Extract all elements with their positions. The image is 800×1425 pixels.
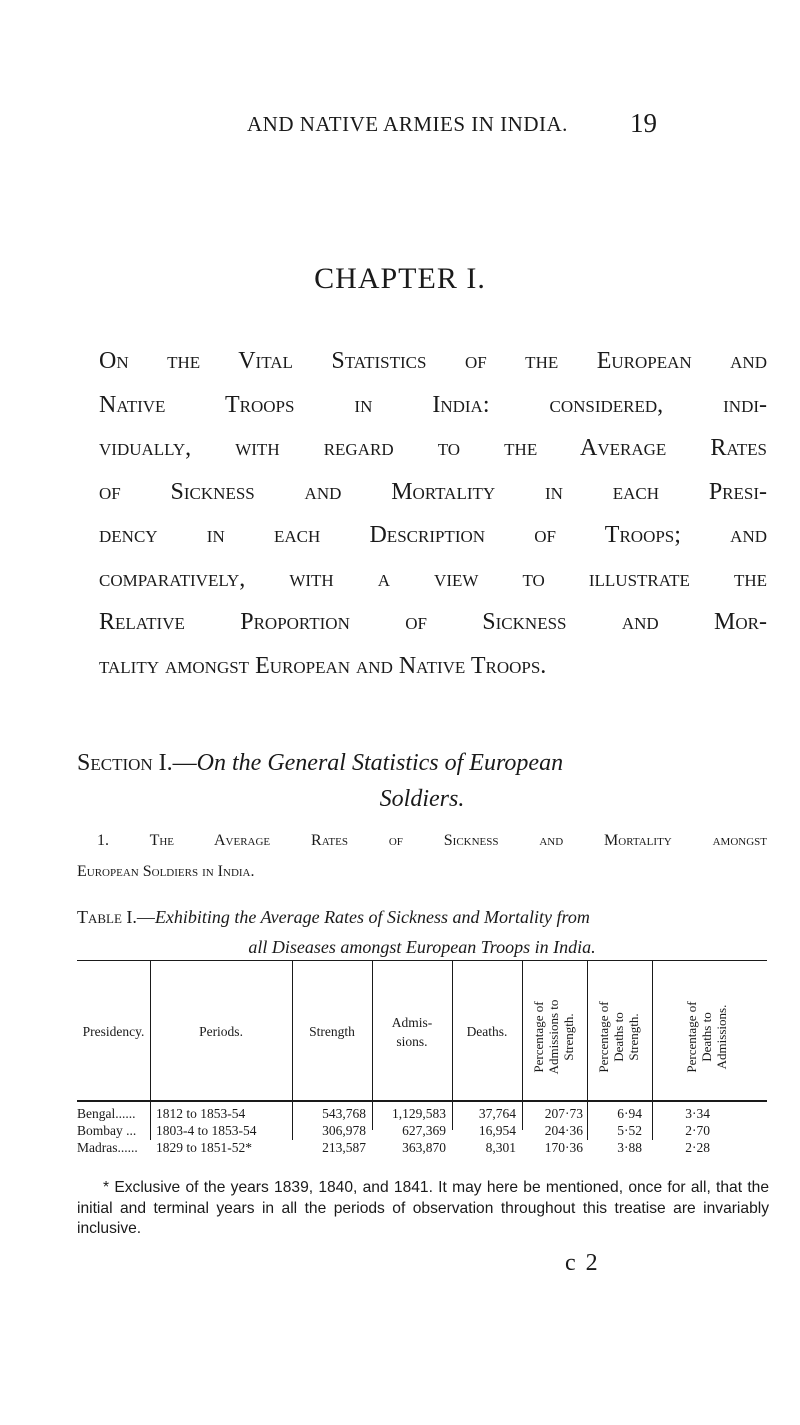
header-pct-deaths-strength	[596, 989, 644, 1085]
statistics-table	[0, 960, 800, 1160]
cell-periods: 1812 to 1853-54	[156, 1106, 246, 1121]
header-text: Admissions to	[546, 999, 561, 1075]
chapter-title-line: Native Troops in India: considered, indi-	[99, 391, 767, 418]
section-title-line2: Soldiers.	[379, 786, 465, 812]
header-text: Strength.	[626, 1013, 641, 1061]
cell-pct-deaths-admissions: 2·70	[685, 1123, 710, 1138]
section-heading	[77, 745, 767, 817]
chapter-title-line: comparatively, with a view to illustrate the	[99, 565, 767, 592]
header-text: Deaths to	[611, 1012, 626, 1062]
chapter-title-line: tality amongst European and Native Troops.	[99, 652, 547, 679]
table-caption	[77, 902, 777, 962]
header-pct-deaths-admissions	[684, 989, 732, 1085]
header-deaths: Deaths.	[466, 1024, 508, 1039]
table-caption-line1: Exhibiting the Average Rates of Sickness and Mortality from	[154, 907, 590, 927]
cell-deaths: 8,301	[485, 1140, 516, 1155]
cell-periods: 1803-4 to 1853-54	[156, 1123, 257, 1138]
header-periods: Periods.	[199, 1024, 243, 1039]
table-label: Table I.—	[77, 907, 155, 927]
cell-pct-deaths-admissions: 2·28	[685, 1140, 710, 1155]
subsection-line1: 1. The Average Rates of Sickness and Mortality amongst	[97, 832, 767, 849]
cell-admissions: 1,129,583	[392, 1106, 446, 1121]
column-rule	[150, 960, 151, 1140]
cell-presidency: Madras......	[77, 1140, 138, 1155]
cell-pct-admissions: 204·36	[544, 1123, 583, 1138]
header-text: Percentage of	[684, 1001, 699, 1073]
chapter-title	[77, 340, 767, 688]
page-number: 19	[630, 108, 657, 138]
signature-mark: c 2	[565, 1250, 600, 1276]
cell-pct-deaths-admissions: 3·34	[685, 1106, 710, 1121]
chapter-title-line: vidually, with regard to the Average Rates	[99, 435, 767, 461]
cell-admissions: 627,369	[402, 1123, 446, 1138]
cell-pct-deaths-strength: 6·94	[617, 1106, 642, 1121]
section-title-line1: On the General Statistics of European	[196, 750, 564, 776]
cell-deaths: 16,954	[478, 1123, 516, 1138]
header-presidency: Presidency.	[82, 1024, 145, 1039]
section-label: Section I.—	[77, 750, 197, 776]
cell-periods: 1829 to 1851-52*	[156, 1140, 252, 1155]
header-admissions-1: Admis-	[391, 1015, 433, 1030]
chapter-title-line: On the Vital Statistics of the European and	[99, 348, 767, 374]
header-text: Percentage of	[596, 1001, 611, 1073]
cell-presidency: Bombay ...	[77, 1123, 137, 1138]
header-text: Deaths to	[699, 1012, 714, 1062]
cell-admissions: 363,870	[402, 1140, 446, 1155]
column-rule	[522, 960, 523, 1130]
header-strength: Strength	[309, 1024, 355, 1039]
cell-presidency: Bengal......	[77, 1106, 136, 1121]
column-rule	[452, 960, 453, 1130]
header-admissions-2: sions.	[396, 1034, 428, 1049]
header-pct-admissions-strength	[531, 989, 579, 1085]
cell-strength: 543,768	[322, 1106, 366, 1121]
chapter-title-line: of Sickness and Mortality in each Presi-	[99, 478, 767, 505]
cell-pct-admissions: 207·73	[544, 1106, 583, 1121]
chapter-title-line: Relative Proportion of Sickness and Mor-	[99, 609, 767, 635]
subsection-heading	[77, 825, 767, 887]
running-head	[0, 108, 800, 142]
cell-pct-deaths-strength: 3·88	[617, 1140, 642, 1155]
chapter-heading: CHAPTER I.	[314, 262, 486, 295]
cell-strength: 213,587	[322, 1140, 366, 1155]
subsection-line2: European Soldiers in India.	[77, 863, 255, 880]
table-top-rule	[77, 960, 767, 961]
table-header-rule	[77, 1100, 767, 1102]
table-caption-line2: all Diseases amongst European Troops in India.	[248, 937, 596, 957]
running-title: AND NATIVE ARMIES IN INDIA.	[247, 112, 568, 136]
header-text: Percentage of	[531, 1001, 546, 1073]
footnote: * Exclusive of the years 1839, 1840, and 1841. It may here be mentioned, once for all, that the initial and terminal years in all the periods of observation throughout this treatise are invariably inclusive.	[77, 1179, 769, 1237]
cell-pct-deaths-strength: 5·52	[617, 1123, 642, 1138]
cell-deaths: 37,764	[478, 1106, 516, 1121]
header-text: Strength.	[561, 1013, 576, 1061]
chapter-title-line: dency in each Description of Troops; and	[99, 522, 767, 548]
header-text: Admissions.	[714, 1004, 729, 1070]
cell-strength: 306,978	[322, 1123, 366, 1138]
cell-pct-admissions: 170·36	[544, 1140, 583, 1155]
